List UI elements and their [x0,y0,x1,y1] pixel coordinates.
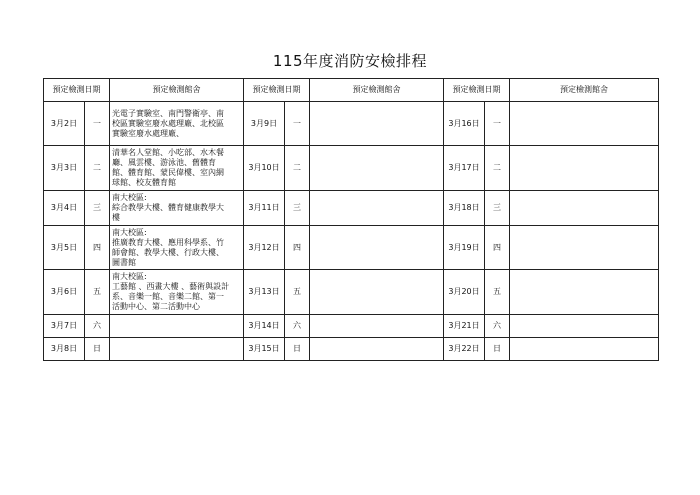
weekday-cell: 一 [485,102,510,146]
venue-cell [110,270,244,315]
weekday-cell: 五 [85,270,110,315]
date-cell: 3月2日 [44,102,85,146]
venue-cell [510,146,659,191]
weekday-cell: 六 [485,315,510,338]
venue-cell [510,315,659,338]
weekday-cell: 一 [85,102,110,146]
venue-cell [110,315,244,338]
venue-line: 清華名人堂館、小吃部、水木餐 [112,148,224,157]
weekday-cell: 三 [285,191,310,226]
table-row [44,102,659,146]
venue-cell [310,191,444,226]
venue-cell [510,338,659,361]
weekday-cell: 六 [285,315,310,338]
weekday-cell: 二 [85,146,110,191]
date-cell: 3月4日 [44,191,85,226]
header-date-1: 預定檢測日期 [44,79,110,102]
header-venue-1: 預定檢測館舍 [110,79,244,102]
weekday-cell: 日 [485,338,510,361]
venue-cell [310,315,444,338]
date-cell: 3月20日 [444,270,485,315]
venue-cell [110,102,244,146]
date-cell: 3月19日 [444,226,485,270]
weekday-cell: 四 [285,226,310,270]
venue-cell [110,338,244,361]
table-row [44,315,659,338]
header-date-3: 預定檢測日期 [444,79,510,102]
venue-cell [510,102,659,146]
date-cell: 3月3日 [44,146,85,191]
venue-line: 校區實驗室廢水處理廠、北校區 [112,118,224,128]
venue-cell [110,226,244,270]
venue-line: 活動中心、第二活動中心 [112,302,200,311]
date-cell: 3月15日 [244,338,285,361]
table-row [44,191,659,226]
venue-line: 工藝館 、西畫大樓 、藝術與設計 [112,282,230,291]
weekday-cell: 三 [485,191,510,226]
date-cell: 3月21日 [444,315,485,338]
header-venue-3: 預定檢測館舍 [510,79,659,102]
venue-cell [310,226,444,270]
header-venue-2: 預定檢測館舍 [310,79,444,102]
date-cell: 3月18日 [444,191,485,226]
venue-line: 樓 [112,213,120,222]
venue-line: 圖書館 [112,257,136,267]
weekday-cell: 五 [485,270,510,315]
table-row [44,146,659,191]
page-title: 115年度消防安檢排程 [272,52,428,70]
venue-line: 推廣教育大樓、應用科學系、竹 [112,237,224,247]
weekday-cell: 四 [85,226,110,270]
venue-cell [510,226,659,270]
date-cell: 3月8日 [44,338,85,361]
date-cell: 3月17日 [444,146,485,191]
venue-line: 師會館、教學大樓、行政大樓、 [112,247,224,257]
date-cell: 3月10日 [244,146,285,191]
date-cell: 3月16日 [444,102,485,146]
venue-cell [310,102,444,146]
weekday-cell: 四 [485,226,510,270]
weekday-cell: 二 [485,146,510,191]
weekday-cell: 三 [85,191,110,226]
date-cell: 3月22日 [444,338,485,361]
weekday-cell: 日 [85,338,110,361]
venue-cell [510,191,659,226]
date-cell: 3月9日 [244,102,285,146]
weekday-cell: 六 [85,315,110,338]
table-row [44,226,659,270]
venue-line: 南大校區: [112,227,147,237]
venue-cell [310,270,444,315]
venue-line: 實驗室廢水處理廠、 [112,128,184,138]
schedule-table [43,78,659,361]
weekday-cell: 二 [285,146,310,191]
date-cell: 3月7日 [44,315,85,338]
header-row [44,79,659,102]
date-cell: 3月13日 [244,270,285,315]
venue-cell [110,146,244,191]
weekday-cell: 一 [285,102,310,146]
venue-line: 綜合教學大樓、體育健康教學大 [112,203,224,212]
header-date-2: 預定檢測日期 [244,79,310,102]
venue-line: 館、體育館、蒙民偉樓、室內網 [112,168,224,177]
date-cell: 3月5日 [44,226,85,270]
date-cell: 3月11日 [244,191,285,226]
venue-cell [510,270,659,315]
venue-line: 光電子實驗室、南門警衛亭、南 [112,108,224,118]
venue-cell [310,338,444,361]
date-cell: 3月14日 [244,315,285,338]
table-row [44,270,659,315]
venue-line: 廳、風雲樓、游泳池、舊體育 [112,158,216,167]
venue-cell [310,146,444,191]
venue-line: 系、音樂一館、音樂二館、第一 [112,292,224,301]
venue-line: 南大校區: [112,272,147,281]
venue-line: 球館、校友體育館 [112,178,176,187]
venue-line: 南大校區: [112,193,147,202]
date-cell: 3月12日 [244,226,285,270]
weekday-cell: 五 [285,270,310,315]
table-row [44,338,659,361]
date-cell: 3月6日 [44,270,85,315]
weekday-cell: 日 [285,338,310,361]
venue-cell [110,191,244,226]
